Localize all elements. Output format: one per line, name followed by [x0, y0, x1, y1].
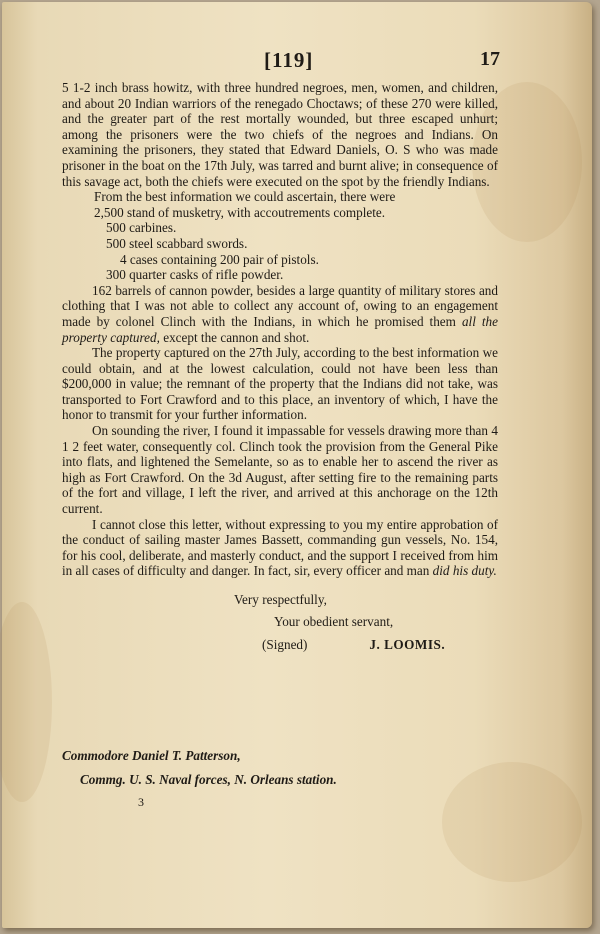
letter-closing	[62, 589, 498, 653]
paper-stain	[0, 602, 52, 802]
paragraph-2-tail: except the cannon and shot.	[159, 329, 310, 345]
paragraph-2-text: 162 barrels of cannon powder, besides a large quantity of military stores and clothing that I was not able to collect any account of, owing to an engagement made by colonel Clinch with the Indians, in which he promised them	[62, 282, 498, 329]
address-line: Commodore Daniel T. Patterson,	[62, 748, 241, 763]
document-page	[2, 2, 592, 928]
list-item: 4 cases containing 200 pair of pistols.	[120, 251, 319, 267]
paragraph-5-text: I cannot close this letter, without expressing to you my entire approbation of the conduct of sailing master James Bassett, commanding gun vessels, No. 154, for his cool, deliberate, and masterly conduct, and the support I received from him in all cases of difficulty and danger. In fact, sir, every officer and man	[62, 516, 498, 579]
valediction: Very respectfully,	[234, 592, 327, 607]
address-line: Commg. U. S. Naval forces, N. Orleans station.	[80, 772, 337, 787]
complimentary-close: Your obedient servant,	[274, 614, 394, 629]
signed-label: (Signed)	[262, 637, 308, 652]
bracketed-page-number: [119]	[264, 48, 314, 72]
paragraph-5	[62, 517, 498, 579]
letter-body	[62, 80, 498, 653]
emphasis-text: all the property captured,	[62, 313, 498, 345]
paragraph-1: 5 1-2 inch brass howitz, with three hundred negroes, men, women, and children, and about 20 Indian warriors of the renegado Choctaws; of these 270 were killed, and the greater part of the rest mortally wounded, but three escaped unhurt; among the prisoners were the two chiefs of the negroes and Indians. On examining the prisoners, they stated that Edward Daniels, O. S who was made prisoner in the boat on the 17th July, was tarred and burnt alive; in consequence of this savage act, both the chiefs were executed on the spot by the friendly Indians.	[62, 80, 498, 189]
signature-mark: 3	[138, 795, 144, 809]
list-item: 500 steel scabbard swords.	[106, 235, 248, 251]
inventory-list	[62, 205, 498, 283]
list-item: 2,500 stand of musketry, with accoutrements complete.	[94, 204, 386, 220]
paragraph-4: On sounding the river, I found it impassable for vessels drawing more than 4 1 2 feet water, consequently col. Clinch took the provision from the General Pike into flats, and lightened the Semelante, so as to enable her to ascend the river as high as Fort Crawford. On the 3d August, after setting fire to the remaining parts of the fort and village, I left the river, and arrived at this anchorage on the 12th current.	[62, 423, 498, 517]
list-item: 500 carbines.	[106, 220, 177, 236]
list-intro: From the best information we could ascertain, there were	[94, 189, 396, 205]
signature-line	[62, 637, 498, 653]
paragraph-3: The property captured on the 27th July, according to the best information we could obtain, and at the lowest calculation, could not have been less than $200,000 in value; the remnant of the property that the Indians did not take, was transported to Fort Crawford and to this place, an inventory of which, I have the honor to transmit for your further information.	[62, 345, 498, 423]
paper-stain	[442, 762, 582, 882]
emphasis-text: did his duty.	[432, 563, 497, 579]
list-item: 300 quarter casks of rifle powder.	[106, 267, 284, 283]
paragraph-2	[62, 283, 498, 345]
signer-name: J. LOOMIS.	[369, 637, 446, 652]
recipient-address	[62, 744, 337, 792]
page-number: 17	[480, 48, 500, 70]
